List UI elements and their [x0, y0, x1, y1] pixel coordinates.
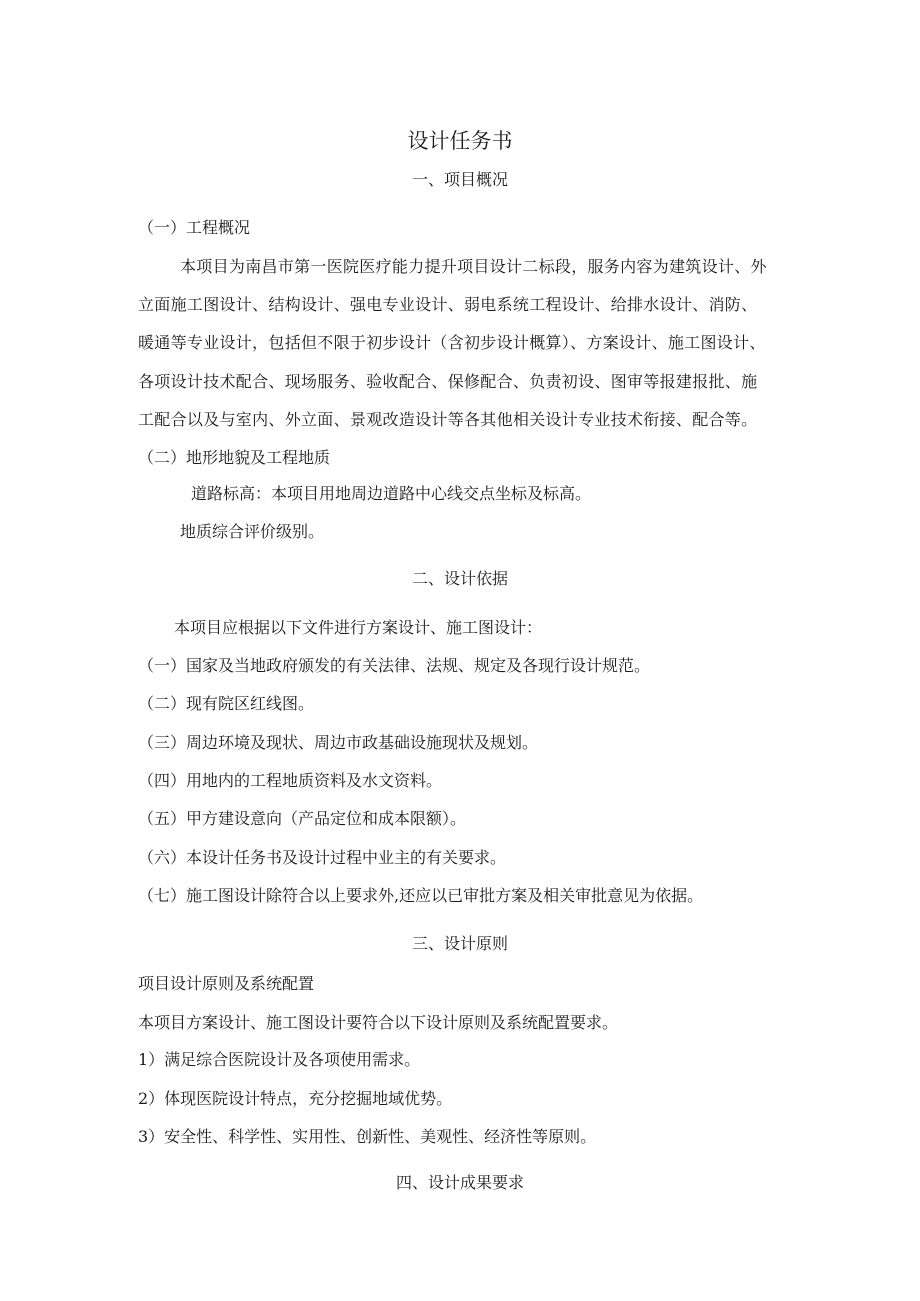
- list-item: （一）国家及当地政府颁发的有关法律、法规、规定及各现行设计规范。: [138, 656, 651, 675]
- subsection-heading-1-2: （二）地形地貌及工程地质: [138, 448, 331, 467]
- paragraph-line: 工配合以及与室内、外立面、景观改造设计等各其他相关设计专业技术衔接、配合等。: [138, 410, 758, 429]
- paragraph-line: 本项目应根据以下文件进行方案设计、施工图设计：: [174, 618, 543, 637]
- paragraph-line: 道路标高：本项目用地周边道路中心线交点坐标及标高。: [191, 484, 592, 503]
- paragraph-line: 各项设计技术配合、现场服务、验收配合、保修配合、负责初设、图审等报建报批、施: [138, 372, 758, 391]
- paragraph-line: 本项目为南昌市第一医院医疗能力提升项目设计二标段，服务内容为建筑设计、外: [180, 257, 767, 276]
- paragraph-line: 暖通等专业设计，包括但不限于初步设计（含初步设计概算）、方案设计、施工图设计、: [138, 333, 766, 352]
- section-heading-2: 二、设计依据: [411, 569, 508, 588]
- list-item: （五）甲方建设意向（产品定位和成本限额）。: [138, 809, 467, 828]
- paragraph-line: 本项目方案设计、施工图设计要符合以下设计原则及系统配置要求。: [138, 1013, 619, 1032]
- subsection-heading-3-1: 项目设计原则及系统配置: [138, 974, 315, 993]
- paragraph-line: 立面施工图设计、结构设计、强电专业设计、弱电系统工程设计、给排水设计、消防、: [138, 295, 758, 314]
- list-item: （三）周边环境及现状、周边市政基础设施现状及规划。: [138, 733, 539, 752]
- list-item: （四）用地内的工程地质资料及水文资料。: [138, 771, 443, 790]
- section-heading-1: 一、项目概况: [411, 170, 508, 189]
- paragraph-line: 地质综合评价级别。: [180, 522, 325, 541]
- list-item: 1）满足综合医院设计及各项使用需求。: [138, 1050, 421, 1069]
- document-title: 设计任务书: [407, 129, 513, 153]
- list-item: （七）施工图设计除符合以上要求外,还应以已审批方案及相关审批意见为依据。: [138, 886, 704, 905]
- list-item: 3）安全性、科学性、实用性、创新性、美观性、经济性等原则。: [138, 1127, 597, 1146]
- list-item: （二）现有院区红线图。: [138, 694, 315, 713]
- subsection-heading-1-1: （一）工程概况: [138, 218, 251, 237]
- section-heading-3: 三、设计原则: [411, 934, 508, 953]
- list-item: （六）本设计任务书及设计过程中业主的有关要求。: [138, 848, 507, 867]
- section-heading-4: 四、设计成果要求: [395, 1173, 524, 1192]
- list-item: 2）体现医院设计特点，充分挖掘地域优势。: [138, 1089, 453, 1108]
